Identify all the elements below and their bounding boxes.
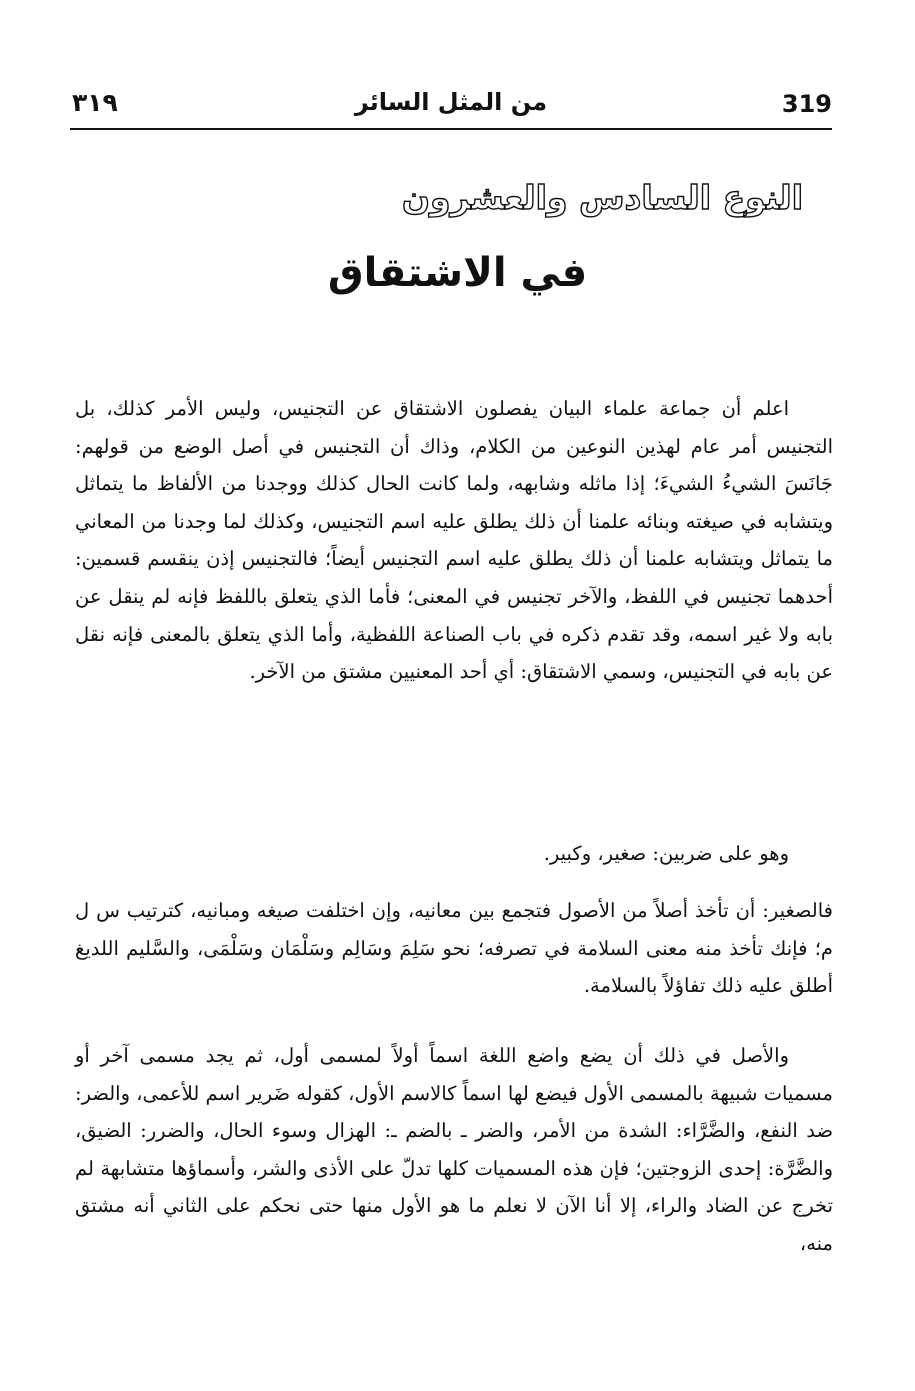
page-number-latin: 319 <box>781 90 832 118</box>
section-title: في الاشتقاق <box>327 250 588 296</box>
chapter-label: النوع السادس والعشرون <box>401 178 803 217</box>
paragraph-types: وهو على ضربين: صغير، وكبير. <box>543 842 789 865</box>
page-number-arabic: ٣١٩ <box>72 88 118 117</box>
running-title: من المثل السائر <box>354 88 548 116</box>
paragraph-intro: اعلم أن جماعة علماء البيان يفصلون الاشتقاق عن التجنيس، وليس الأمر كذلك، بل التجنيس أمر عام لهذين النوعين من الكلام، وذاك أن التجنيس في أصل الوضع من قولهم: جَانَسَ الشيءُ الشيءَ؛ إذا ماثله وشابهه، ولما كانت الحال كذلك ووجدنا من الألفاظ ما يتماثل ويتشابه في صيغته وبنائه علمنا أن ذلك يطلق عليه اسم التجنيس، وكذلك لما وجدنا من المعاني ما يتماثل ويتشابه علمنا أن ذلك يطلق عليه اسم التجنيس أيضاً؛ فالتجنيس إذن ينقسم قسمين: أحدهما تجنيس في اللفظ، والآخر تجنيس في المعنى؛ فأما الذي يتعلق باللفظ فإنه لم ينقل عن بابه ولا غير اسمه، وقد تقدم ذكره في باب الصناعة اللفظية، وأما الذي يتعلق بالمعنى فإنه نقل عن بابه في التجنيس، وسمي الاشتقاق: أي أحد المعنيين مشتق من الآخر. <box>75 397 833 684</box>
running-header <box>70 88 832 130</box>
paragraph-minor-derivation: فالصغير: أن تأخذ أصلاً من الأصول فتجمع بين معانيه، وإن اختلفت صيغه ومبانيه، كترتيب س ل م؛ فإنك تأخذ منه معنى السلامة في تصرفه؛ نحو سَلِمَ وسَالِم وسَلْمَان وسَلْمَى، والسَّليم اللديغ أطلق عليه ذلك تفاؤلاً بالسلامة. <box>75 899 833 998</box>
paragraph-origin: والأصل في ذلك أن يضع واضع اللغة اسماً أولاً لمسمى أول، ثم يجد مسمى آخر أو مسميات شبيهة بالمسمى الأول فيضع لها اسماً كالاسم الأول، كقوله ضَرير اسم للأعمى، والضر: ضد النفع، والضَّرَّاء: الشدة من الأمر، والضر ـ بالضم ـ: الهزال وسوء الحال، والضرر: الضيق، والضَّرَّة: إحدى الزوجتين؛ فإن هذه المسميات كلها تدلّ على الأذى والشر، وأسماؤها متشابهة لم تخرج عن الضاد والراء، إلا أنا الآن لا نعلم ما هو الأول منها حتى نحكم على الثاني أنه مشتق منه، <box>75 1044 833 1255</box>
